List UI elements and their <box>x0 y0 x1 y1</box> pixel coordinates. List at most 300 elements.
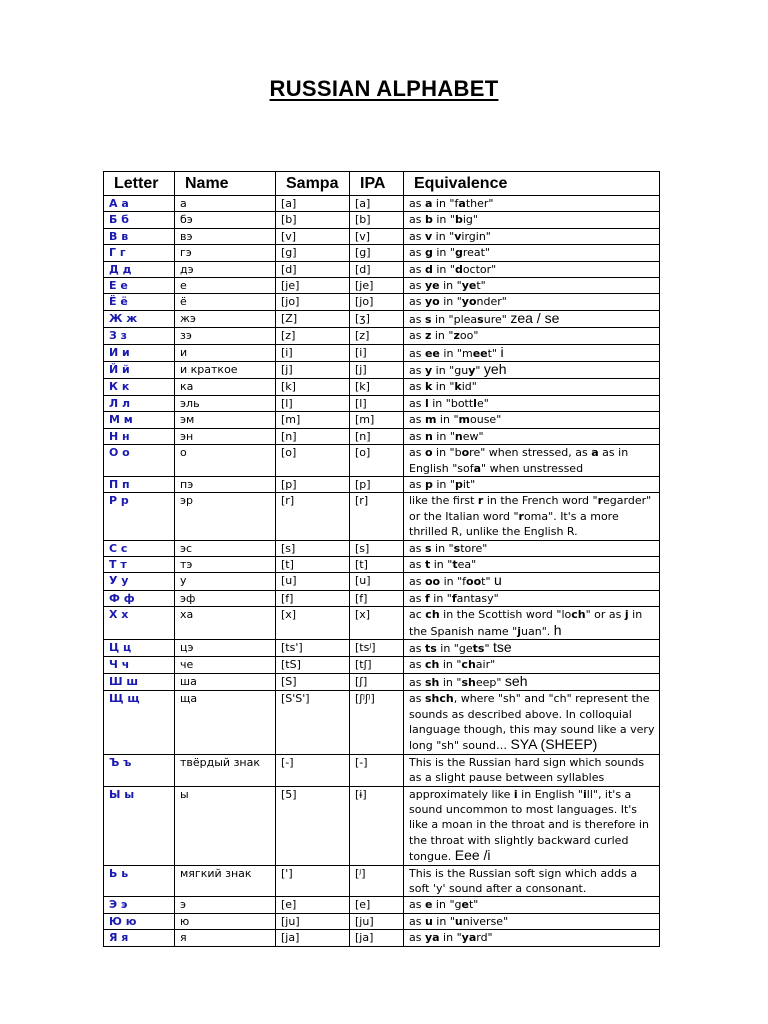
equivalence-text: in "ge <box>436 641 473 655</box>
name-cell: ё <box>175 294 276 310</box>
table-header-row <box>104 172 660 196</box>
ipa-cell: [ʃʲʃʲ] <box>350 691 404 755</box>
sampa-cell: [-] <box>276 754 350 786</box>
table-row <box>104 212 660 228</box>
table-row <box>104 493 660 540</box>
letter-cell: З з <box>104 328 175 344</box>
equivalence-highlight: m <box>424 413 437 427</box>
letter-cell: Ъ ъ <box>104 754 175 786</box>
table-row <box>104 865 660 897</box>
ipa-cell: [j] <box>350 362 404 379</box>
letter-cell: И и <box>104 344 175 361</box>
equivalence-highlight: shch <box>424 692 454 706</box>
equivalence-text: rd" <box>476 931 493 945</box>
equivalence-text: ig" <box>462 213 478 227</box>
equivalence-highlight: m <box>458 413 470 427</box>
equivalence-cell <box>404 344 660 361</box>
page-title: RUSSIAN ALPHABET <box>269 76 499 101</box>
equivalence-cell <box>404 228 660 244</box>
name-cell: тэ <box>175 556 276 572</box>
equivalence-cell <box>404 657 660 673</box>
equivalence-text: in "m <box>439 346 473 360</box>
equivalence-highlight: ts <box>424 641 437 655</box>
ipa-cell: [d] <box>350 261 404 277</box>
ipa-cell: [s] <box>350 540 404 556</box>
equivalence-highlight: o <box>461 446 470 460</box>
sampa-cell: [ju] <box>276 913 350 929</box>
ipa-cell: [b] <box>350 212 404 228</box>
ipa-cell: [a] <box>350 196 404 212</box>
equivalence-cell <box>404 278 660 294</box>
table-row <box>104 691 660 755</box>
equivalence-text: as <box>409 692 425 706</box>
equivalence-text: ther" <box>465 197 494 210</box>
name-cell: а <box>175 196 276 212</box>
letter-cell: Ю ю <box>104 913 175 929</box>
equivalence-text: in " <box>436 413 459 427</box>
equivalence-cell <box>404 930 660 946</box>
name-cell: эс <box>175 540 276 556</box>
sampa-cell: [o] <box>276 445 350 477</box>
sampa-cell: [m] <box>276 412 350 428</box>
letter-cell: Й й <box>104 362 175 379</box>
equivalence-text: in the Spanish name " <box>409 608 643 638</box>
equivalence-cell <box>404 310 660 327</box>
equivalence-text: as <box>409 329 425 343</box>
equivalence-highlight: t <box>452 557 458 571</box>
handwritten-note: Eee /i <box>454 847 491 864</box>
equivalence-highlight: k <box>424 380 433 394</box>
ipa-cell: [r] <box>350 493 404 540</box>
equivalence-text: in " <box>432 914 455 928</box>
equivalence-cell <box>404 212 660 228</box>
name-cell: ща <box>175 691 276 755</box>
equivalence-text: in " <box>430 557 453 571</box>
equivalence-text: " when unstressed <box>481 461 584 475</box>
table-body <box>104 196 660 947</box>
ipa-cell: [v] <box>350 228 404 244</box>
ipa-cell: [l] <box>350 395 404 411</box>
equivalence-highlight: ya <box>424 931 440 945</box>
equivalence-cell <box>404 493 660 540</box>
letter-cell: П п <box>104 476 175 492</box>
name-cell: ша <box>175 673 276 690</box>
equivalence-cell <box>404 913 660 929</box>
sampa-cell: [f] <box>276 590 350 606</box>
equivalence-text: in "b <box>432 446 462 460</box>
ipa-cell: [m] <box>350 412 404 428</box>
table-row <box>104 657 660 673</box>
equivalence-text: as <box>409 541 425 555</box>
ipa-cell: [ʲ] <box>350 865 404 897</box>
equivalence-text: as <box>409 346 425 360</box>
equivalence-text: nder" <box>476 295 507 309</box>
header-letter: Letter <box>104 172 175 196</box>
name-cell: жэ <box>175 310 276 327</box>
equivalence-highlight: v <box>424 229 433 243</box>
sampa-cell: [5] <box>276 786 350 865</box>
table-row <box>104 428 660 444</box>
letter-cell: Д д <box>104 261 175 277</box>
ipa-cell: [tsʲ] <box>350 639 404 656</box>
sampa-cell: [b] <box>276 212 350 228</box>
equivalence-text: as <box>409 914 425 928</box>
equivalence-highlight: oo <box>466 575 482 589</box>
equivalence-highlight: e <box>424 898 433 912</box>
name-cell: у <box>175 573 276 590</box>
equivalence-text: as <box>409 213 425 227</box>
sampa-cell: [r] <box>276 493 350 540</box>
ipa-cell: [ja] <box>350 930 404 946</box>
equivalence-text: as <box>409 279 425 293</box>
equivalence-text: as <box>409 396 425 410</box>
equivalence-highlight: o <box>424 446 433 460</box>
ipa-cell: [-] <box>350 754 404 786</box>
table-row <box>104 328 660 344</box>
equivalence-cell <box>404 395 660 411</box>
equivalence-text: as <box>409 364 425 378</box>
equivalence-text: as <box>409 246 425 260</box>
sampa-cell: [a] <box>276 196 350 212</box>
equivalence-text: octor" <box>462 262 497 276</box>
equivalence-cell <box>404 328 660 344</box>
equivalence-text: egarder" or the Italian word " <box>409 494 652 523</box>
handwritten-note: yeh <box>483 361 507 378</box>
name-cell: ы <box>175 786 276 865</box>
equivalence-highlight: j <box>517 624 522 638</box>
equivalence-highlight: v <box>454 229 462 243</box>
equivalence-highlight: l <box>473 396 477 410</box>
letter-cell: Э э <box>104 897 175 913</box>
equivalence-highlight: f <box>424 591 430 605</box>
handwritten-note: h <box>553 621 562 638</box>
equivalence-highlight: g <box>454 246 463 260</box>
header-sampa: Sampa <box>276 172 350 196</box>
letter-cell: Л л <box>104 395 175 411</box>
equivalence-text: antasy" <box>456 591 499 605</box>
equivalence-text: in " <box>431 541 454 555</box>
equivalence-text: in "f <box>440 575 467 589</box>
equivalence-text: niverse" <box>462 914 509 928</box>
equivalence-cell <box>404 412 660 428</box>
equivalence-text: as <box>409 429 425 443</box>
letter-cell: Ё ё <box>104 294 175 310</box>
equivalence-text: ll", it's a sound uncommon to most languages. It's like a moan in the throat and is therefore in the throat with slightly backward curled tongue. <box>409 787 649 864</box>
equivalence-cell <box>404 865 660 897</box>
sampa-cell: [d] <box>276 261 350 277</box>
sampa-cell: [e] <box>276 897 350 913</box>
name-cell: эм <box>175 412 276 428</box>
equivalence-text: in " <box>439 675 462 689</box>
equivalence-highlight: ch <box>424 658 440 672</box>
equivalence-text: in "bott <box>428 396 474 410</box>
name-cell: гэ <box>175 245 276 261</box>
equivalence-text: uan". <box>521 624 551 638</box>
equivalence-cell <box>404 639 660 656</box>
equivalence-highlight: ch <box>425 608 440 622</box>
sampa-cell: [tS] <box>276 657 350 673</box>
equivalence-highlight: f <box>451 591 457 605</box>
name-cell: ю <box>175 913 276 929</box>
equivalence-text: t" <box>476 279 486 293</box>
letter-cell: Ж ж <box>104 310 175 327</box>
equivalence-text: t" <box>487 346 497 360</box>
name-cell: ка <box>175 379 276 395</box>
ipa-cell: [x] <box>350 607 404 640</box>
letter-cell: Ф ф <box>104 590 175 606</box>
equivalence-highlight: u <box>424 914 433 928</box>
sampa-cell: [p] <box>276 476 350 492</box>
sampa-cell: [S'S'] <box>276 691 350 755</box>
letter-cell: Я я <box>104 930 175 946</box>
equivalence-highlight: b <box>454 213 463 227</box>
equivalence-text: in "plea <box>431 312 478 326</box>
name-cell: пэ <box>175 476 276 492</box>
table-row <box>104 476 660 492</box>
equivalence-text: in " <box>432 197 455 210</box>
letter-cell: Н н <box>104 428 175 444</box>
equivalence-text: it" <box>462 477 476 491</box>
equivalence-cell <box>404 445 660 477</box>
equivalence-highlight: ye <box>424 279 440 293</box>
equivalence-text: approximately like <box>409 787 514 801</box>
equivalence-highlight: u <box>454 914 463 928</box>
equivalence-text: t" <box>481 575 491 589</box>
equivalence-highlight: j <box>624 608 629 622</box>
equivalence-cell <box>404 261 660 277</box>
equivalence-highlight: t <box>424 557 431 571</box>
equivalence-text: as <box>409 295 425 309</box>
letter-cell: В в <box>104 228 175 244</box>
equivalence-highlight: a <box>424 197 433 210</box>
equivalence-text: in " <box>439 658 462 672</box>
equivalence-text: in "g <box>432 898 462 912</box>
table-row <box>104 362 660 379</box>
equivalence-text: as <box>409 312 425 326</box>
table-row <box>104 540 660 556</box>
sampa-cell: [ja] <box>276 930 350 946</box>
sampa-cell: [l] <box>276 395 350 411</box>
equivalence-text: irgin" <box>461 229 491 243</box>
table-row <box>104 196 660 212</box>
equivalence-highlight: ch <box>461 658 476 672</box>
name-cell: эр <box>175 493 276 540</box>
equivalence-highlight: s <box>424 541 432 555</box>
letter-cell: О о <box>104 445 175 477</box>
sampa-cell: [S] <box>276 673 350 690</box>
alphabet-table <box>103 171 660 947</box>
ipa-cell: [f] <box>350 590 404 606</box>
ipa-cell: [ʒ] <box>350 310 404 327</box>
letter-cell: Ш ш <box>104 673 175 690</box>
equivalence-highlight: r <box>518 509 524 523</box>
name-cell: твёрдый знак <box>175 754 276 786</box>
table-row <box>104 395 660 411</box>
equivalence-highlight: d <box>424 262 433 276</box>
handwritten-note: SYA (SHEEP) <box>510 736 598 753</box>
equivalence-text: id" <box>461 380 477 394</box>
table-row <box>104 786 660 865</box>
equivalence-text: reat" <box>462 246 490 260</box>
equivalence-text: in " <box>432 477 455 491</box>
letter-cell: Т т <box>104 556 175 572</box>
name-cell: е <box>175 278 276 294</box>
name-cell: я <box>175 930 276 946</box>
name-cell: бэ <box>175 212 276 228</box>
letter-cell: Б б <box>104 212 175 228</box>
equivalence-highlight: r <box>477 494 484 508</box>
equivalence-highlight: a <box>473 461 482 475</box>
equivalence-cell <box>404 540 660 556</box>
letter-cell: Ы ы <box>104 786 175 865</box>
equivalence-highlight: yo <box>461 295 477 309</box>
equivalence-text: as <box>409 229 425 243</box>
equivalence-text: oo" <box>459 329 479 343</box>
equivalence-text: as <box>409 591 425 605</box>
equivalence-text: ure" <box>483 312 507 326</box>
table-row <box>104 607 660 640</box>
equivalence-highlight: b <box>424 213 433 227</box>
table-row <box>104 590 660 606</box>
equivalence-highlight: ee <box>472 346 488 360</box>
sampa-cell: [t] <box>276 556 350 572</box>
sampa-cell: [u] <box>276 573 350 590</box>
sampa-cell: [s] <box>276 540 350 556</box>
equivalence-text: as <box>409 557 425 571</box>
equivalence-text: tore" <box>460 541 488 555</box>
name-cell: э <box>175 897 276 913</box>
header-equivalence: Equivalence <box>404 172 660 196</box>
equivalence-text: in " <box>431 329 454 343</box>
table-row <box>104 379 660 395</box>
equivalence-cell <box>404 590 660 606</box>
ipa-cell: [je] <box>350 278 404 294</box>
name-cell: цэ <box>175 639 276 656</box>
equivalence-highlight: d <box>454 262 463 276</box>
sampa-cell: [x] <box>276 607 350 640</box>
equivalence-cell <box>404 607 660 640</box>
equivalence-highlight: yo <box>424 295 440 309</box>
equivalence-text: re" when stressed, as <box>469 446 592 460</box>
equivalence-text: e" <box>476 396 489 410</box>
ipa-cell: [z] <box>350 328 404 344</box>
ipa-cell: [i] <box>350 344 404 361</box>
equivalence-highlight: z <box>424 329 432 343</box>
equivalence-highlight: z <box>453 329 460 343</box>
name-cell: эн <box>175 428 276 444</box>
equivalence-highlight: p <box>424 477 433 491</box>
name-cell: дэ <box>175 261 276 277</box>
equivalence-text: as <box>409 575 425 589</box>
handwritten-note: seh <box>504 672 528 689</box>
equivalence-text: in " <box>432 213 455 227</box>
handwritten-note: zea / se <box>510 309 560 326</box>
equivalence-text: " or as <box>585 608 625 622</box>
ipa-cell: [k] <box>350 379 404 395</box>
ipa-cell: [u] <box>350 573 404 590</box>
ipa-cell: [jo] <box>350 294 404 310</box>
ipa-cell: [ju] <box>350 913 404 929</box>
letter-cell: Х х <box>104 607 175 640</box>
equivalence-text: in " <box>432 429 455 443</box>
equivalence-text: in " <box>429 591 452 605</box>
header-name: Name <box>175 172 276 196</box>
ipa-cell: [t] <box>350 556 404 572</box>
table-row <box>104 573 660 590</box>
equivalence-text: t" <box>468 898 479 912</box>
equivalence-text: ea" <box>457 557 477 571</box>
equivalence-text: in " <box>432 246 455 260</box>
letter-cell: Ч ч <box>104 657 175 673</box>
equivalence-highlight: n <box>424 429 433 443</box>
equivalence-highlight: oo <box>424 575 441 589</box>
table-row <box>104 754 660 786</box>
equivalence-highlight: sh <box>461 675 476 689</box>
ipa-cell: [ʃ] <box>350 673 404 690</box>
equivalence-highlight: y <box>468 364 476 378</box>
equivalence-cell <box>404 673 660 690</box>
table-row <box>104 639 660 656</box>
ipa-cell: [e] <box>350 897 404 913</box>
equivalence-highlight: s <box>453 541 461 555</box>
equivalence-text: like the first <box>409 494 478 508</box>
sampa-cell: [i] <box>276 344 350 361</box>
ipa-cell: [n] <box>350 428 404 444</box>
equivalence-cell <box>404 754 660 786</box>
sampa-cell: [g] <box>276 245 350 261</box>
equivalence-text: ew" <box>462 429 484 443</box>
ipa-cell: [p] <box>350 476 404 492</box>
equivalence-text: in "gu <box>432 364 469 378</box>
equivalence-text: in the French word " <box>483 494 598 508</box>
handwritten-note: i <box>500 343 504 360</box>
letter-cell: Р р <box>104 493 175 540</box>
equivalence-highlight: i <box>513 787 518 801</box>
table-row <box>104 412 660 428</box>
equivalence-text: This is the Russian soft sign which adds a soft 'y' sound after a consonant. <box>409 866 638 896</box>
equivalence-text: in " <box>432 229 455 243</box>
equivalence-highlight: p <box>454 477 463 491</box>
equivalence-highlight: s <box>424 312 432 326</box>
equivalence-text: as <box>409 380 425 394</box>
equivalence-highlight: g <box>424 246 433 260</box>
equivalence-cell <box>404 691 660 755</box>
sampa-cell: [ts'] <box>276 639 350 656</box>
equivalence-highlight: y <box>424 364 433 378</box>
equivalence-text: in " <box>439 295 462 309</box>
equivalence-text: " <box>484 641 490 655</box>
equivalence-text: f <box>454 197 459 210</box>
equivalence-highlight: ye <box>461 279 477 293</box>
table-row <box>104 310 660 327</box>
ipa-cell: [g] <box>350 245 404 261</box>
name-cell: мягкий знак <box>175 865 276 897</box>
name-cell: че <box>175 657 276 673</box>
letter-cell: К к <box>104 379 175 395</box>
equivalence-cell <box>404 428 660 444</box>
equivalence-cell <box>404 362 660 379</box>
sampa-cell: [v] <box>276 228 350 244</box>
equivalence-highlight: k <box>454 380 462 394</box>
equivalence-text: oma". It's a more thrilled R, unlike the English R. <box>409 509 619 539</box>
equivalence-text: ouse" <box>470 413 502 427</box>
equivalence-highlight: ya <box>461 931 477 945</box>
equivalence-cell <box>404 786 660 865</box>
name-cell: эф <box>175 590 276 606</box>
equivalence-cell <box>404 245 660 261</box>
equivalence-highlight: ch <box>571 608 586 622</box>
sampa-cell: [je] <box>276 278 350 294</box>
